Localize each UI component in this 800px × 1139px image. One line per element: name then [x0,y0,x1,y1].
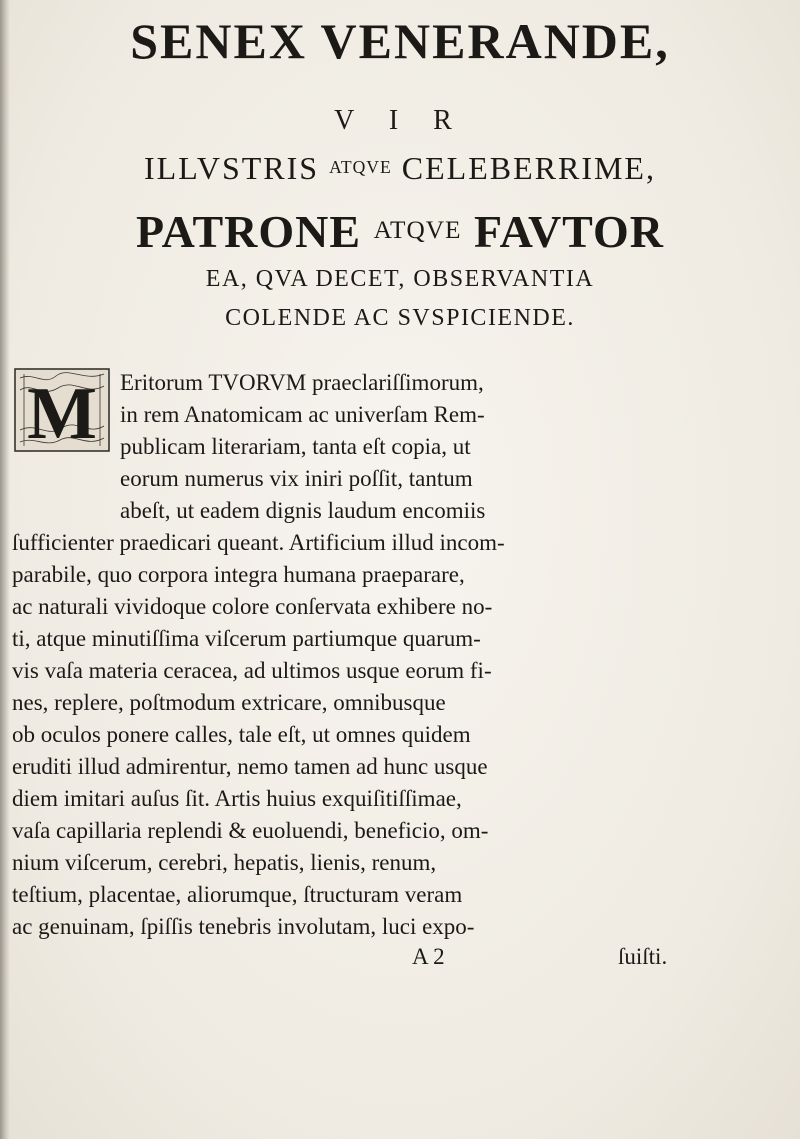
body-line: ob oculos ponere calles, tale eſt, ut omnes quidem [12,722,471,747]
body-line: nium viſcerum, cerebri, hepatis, lienis, renum, [12,850,437,875]
body-line: publicam literariam, tanta eſt copia, ut [120,434,471,459]
body-line: ac naturali vividoque colore conſervata exhibere no- [12,594,493,619]
title-line-3-small: ATQVE [329,156,392,177]
title-line-4-rest: FAVTOR [473,206,665,257]
body-line: ſufficienter praedicari queant. Artificium illud incom- [12,530,505,555]
title-line-4-main: PATRONE [135,206,362,257]
page-footer [0,944,800,974]
body-line: eruditi illud admirentur, nemo tamen ad hunc usque [12,754,488,779]
title-line-5: EA, QVA DECET, OBSERVANTIA [205,266,595,292]
body-line: in rem Anatomicam ac univerſam Rem- [120,402,485,427]
title-line-6: COLENDE AC SVSPICIENDE. [225,305,575,331]
initial-letter: M [27,373,97,452]
body-line: ac genuinam, ſpiſſis tenebris involutam, luci expo- [12,914,475,939]
body-line: nes, replere, poſtmodum extricare, omnibusque [12,690,446,715]
body-line: diem imitari auſus ſit. Artis huius exquiſitiſſimae, [12,786,462,811]
body-line: eorum numerus vix iniri poſſit, tantum [120,466,473,491]
title-line-3 [0,150,800,187]
title-line-4-small: ATQVE [373,216,462,245]
decorated-initial [14,368,110,452]
body-line: Eritorum TVORVM praeclariſſimorum, [120,370,484,395]
title-line-3-rest: CELEBERRIME, [401,150,656,186]
body-line: teſtium, placentae, aliorumque, ſtructuram veram [12,882,463,907]
body-line: vaſa capillaria replendi & euoluendi, beneficio, om- [12,818,489,843]
title-line-1: SENEX VENERANDE, [130,13,670,69]
title-line-3-main: ILLVSTRIS [144,150,320,186]
body-line: abeſt, ut eadem dignis laudum encomiis [120,498,486,523]
body-line: ti, atque minutiſſima viſcerum partiumque quarum- [12,626,481,651]
body-line: parabile, quo corpora integra humana praeparare, [12,562,465,587]
body-line: vis vaſa materia ceracea, ad ultimos usque eorum fi- [12,658,492,683]
title-line-2: V I R [334,105,466,136]
title-line-4 [0,205,800,258]
catchword: ſuiſti. [618,944,668,969]
signature-mark: A 2 [412,944,445,969]
